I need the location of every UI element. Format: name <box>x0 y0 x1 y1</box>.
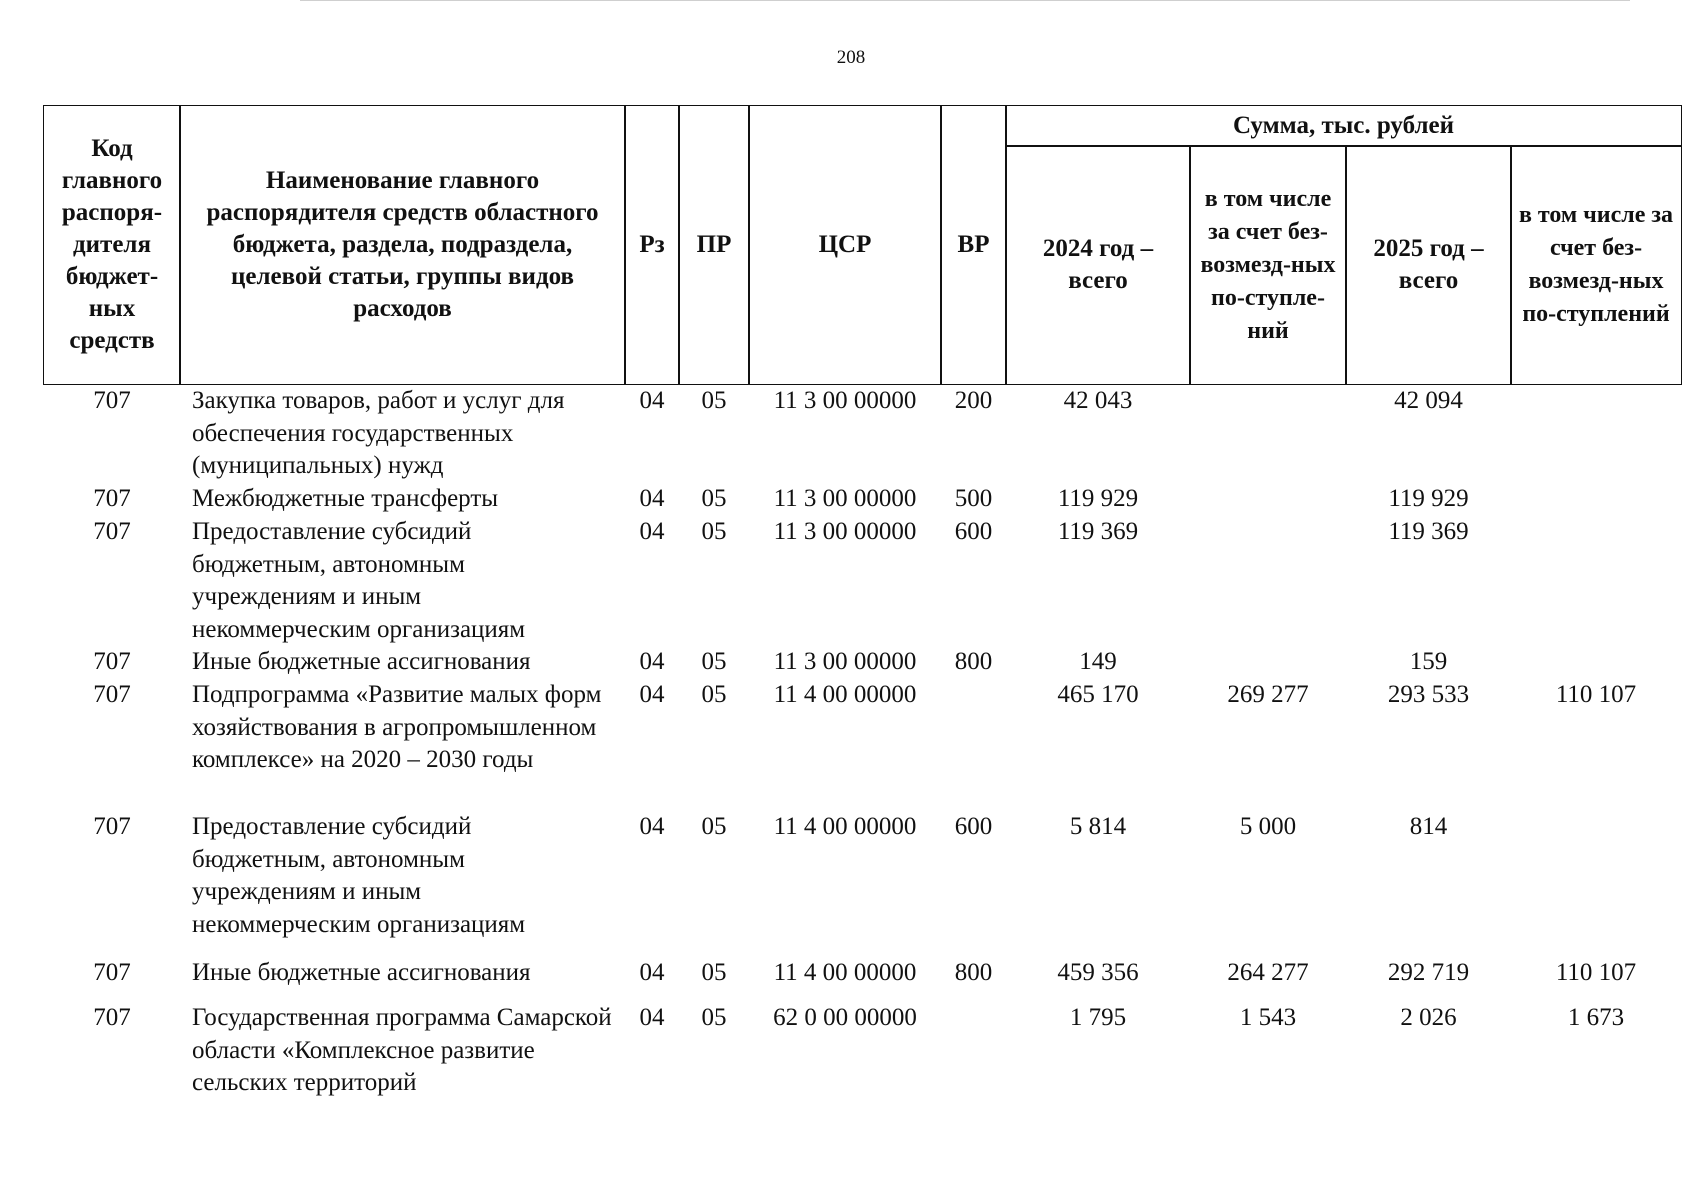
cell-rz: 04 <box>639 681 665 708</box>
cell-vr: 600 <box>954 813 993 840</box>
cell-2024-total: 1 795 <box>1069 1004 1127 1031</box>
cell-rz: 04 <box>639 813 665 840</box>
scan-edge-line <box>300 0 1630 2</box>
cell-name: Закупка товаров, работ и услуг для обеспечения государственных (муниципальных) нужд <box>192 387 565 479</box>
cell-rz: 04 <box>639 485 665 512</box>
cell-name: Предоставление субсидий бюджетным, автономным учреждениям и иным некоммерческим организациям <box>192 518 526 643</box>
cell-csr: 11 3 00 00000 <box>773 387 917 414</box>
cell-name: Иные бюджетные ассигнования <box>192 959 531 986</box>
cell-code: 707 <box>93 813 131 840</box>
cell-2024-total: 149 <box>1079 648 1117 675</box>
header-csr: ЦСР <box>748 105 942 385</box>
cell-2024-incl: 269 277 <box>1227 681 1309 708</box>
cell-2024-incl: 264 277 <box>1227 959 1309 986</box>
cell-pr: 05 <box>701 648 727 675</box>
cell-pr: 05 <box>701 1004 727 1031</box>
cell-vr: 800 <box>954 959 993 986</box>
cell-rz: 04 <box>639 387 665 414</box>
cell-2025-total: 2 026 <box>1400 1004 1457 1031</box>
header-2025-total: 2025 год – всего <box>1345 145 1512 385</box>
cell-2025-total: 119 929 <box>1388 485 1469 512</box>
cell-name: Межбюджетные трансферты <box>192 485 499 512</box>
cell-code: 707 <box>93 485 131 512</box>
cell-2025-total: 42 094 <box>1394 387 1463 414</box>
header-rz: Рз <box>624 105 680 385</box>
header-2024-incl: в том числе за счет без-возмезд-ных по-ступле-ний <box>1189 145 1347 385</box>
cell-2025-incl: 110 107 <box>1555 681 1637 708</box>
cell-2025-total: 292 719 <box>1387 959 1470 986</box>
cell-name: Иные бюджетные ассигнования <box>192 648 531 675</box>
cell-rz: 04 <box>639 518 665 545</box>
cell-csr: 11 3 00 00000 <box>773 518 917 545</box>
cell-2025-incl: 110 107 <box>1555 959 1637 986</box>
cell-2024-total: 42 043 <box>1063 387 1133 414</box>
header-sum: Сумма, тыс. рублей <box>1005 105 1682 147</box>
cell-csr: 62 0 00 00000 <box>773 1004 917 1031</box>
header-vr: ВР <box>940 105 1007 385</box>
cell-code: 707 <box>93 681 131 708</box>
cell-code: 707 <box>93 387 131 414</box>
header-code: Код главного распоря-дителя бюджет-ных средств <box>43 105 181 385</box>
cell-name: Подпрограмма «Развитие малых форм хозяйствования в агропромышленном комплексе» на 2020 – 2030 годы <box>192 681 602 773</box>
cell-csr: 11 3 00 00000 <box>773 485 917 512</box>
cell-code: 707 <box>93 959 131 986</box>
header-pr: ПР <box>678 105 750 385</box>
cell-2024-incl: 5 000 <box>1239 813 1297 840</box>
header-2024-total: 2024 год – всего <box>1005 145 1191 385</box>
cell-rz: 04 <box>639 648 665 675</box>
cell-pr: 05 <box>701 387 727 414</box>
cell-2025-total: 814 <box>1409 813 1448 840</box>
cell-2024-total: 119 369 <box>1057 518 1139 545</box>
cell-csr: 11 4 00 00000 <box>773 681 917 708</box>
cell-vr: 800 <box>954 648 993 675</box>
cell-2024-total: 119 929 <box>1057 485 1139 512</box>
cell-pr: 05 <box>701 681 727 708</box>
cell-code: 707 <box>93 518 131 545</box>
cell-rz: 04 <box>639 1004 665 1031</box>
cell-vr: 200 <box>954 387 993 414</box>
cell-2024-total: 465 170 <box>1057 681 1139 708</box>
cell-pr: 05 <box>701 813 727 840</box>
cell-2024-total: 459 356 <box>1057 959 1139 986</box>
header-name: Наименование главного распорядителя средств областного бюджета, раздела, подраздела, целевой статьи, группы видов расходов <box>179 105 626 385</box>
cell-2025-total: 159 <box>1409 648 1448 675</box>
cell-csr: 11 4 00 00000 <box>773 959 917 986</box>
cell-code: 707 <box>93 1004 131 1031</box>
cell-vr: 500 <box>954 485 993 512</box>
cell-2025-total: 119 369 <box>1388 518 1469 545</box>
cell-pr: 05 <box>701 485 727 512</box>
cell-pr: 05 <box>701 518 727 545</box>
cell-2025-total: 293 533 <box>1387 681 1470 708</box>
cell-pr: 05 <box>701 959 727 986</box>
cell-code: 707 <box>93 648 131 675</box>
cell-rz: 04 <box>639 959 665 986</box>
cell-name: Предоставление субсидий бюджетным, автономным учреждениям и иным некоммерческим организациям <box>192 813 526 938</box>
cell-2024-incl: 1 543 <box>1239 1004 1297 1031</box>
cell-vr: 600 <box>954 518 993 545</box>
cell-csr: 11 3 00 00000 <box>773 648 917 675</box>
cell-name: Государственная программа Самарской области «Комплексное развитие сельских территорий <box>192 1004 612 1096</box>
cell-2024-total: 5 814 <box>1069 813 1127 840</box>
page-number: 208 <box>836 47 866 68</box>
cell-csr: 11 4 00 00000 <box>773 813 917 840</box>
cell-2025-incl: 1 673 <box>1567 1004 1625 1031</box>
header-2025-incl: в том числе за счет без-возмезд-ных по-ступлений <box>1510 145 1682 385</box>
